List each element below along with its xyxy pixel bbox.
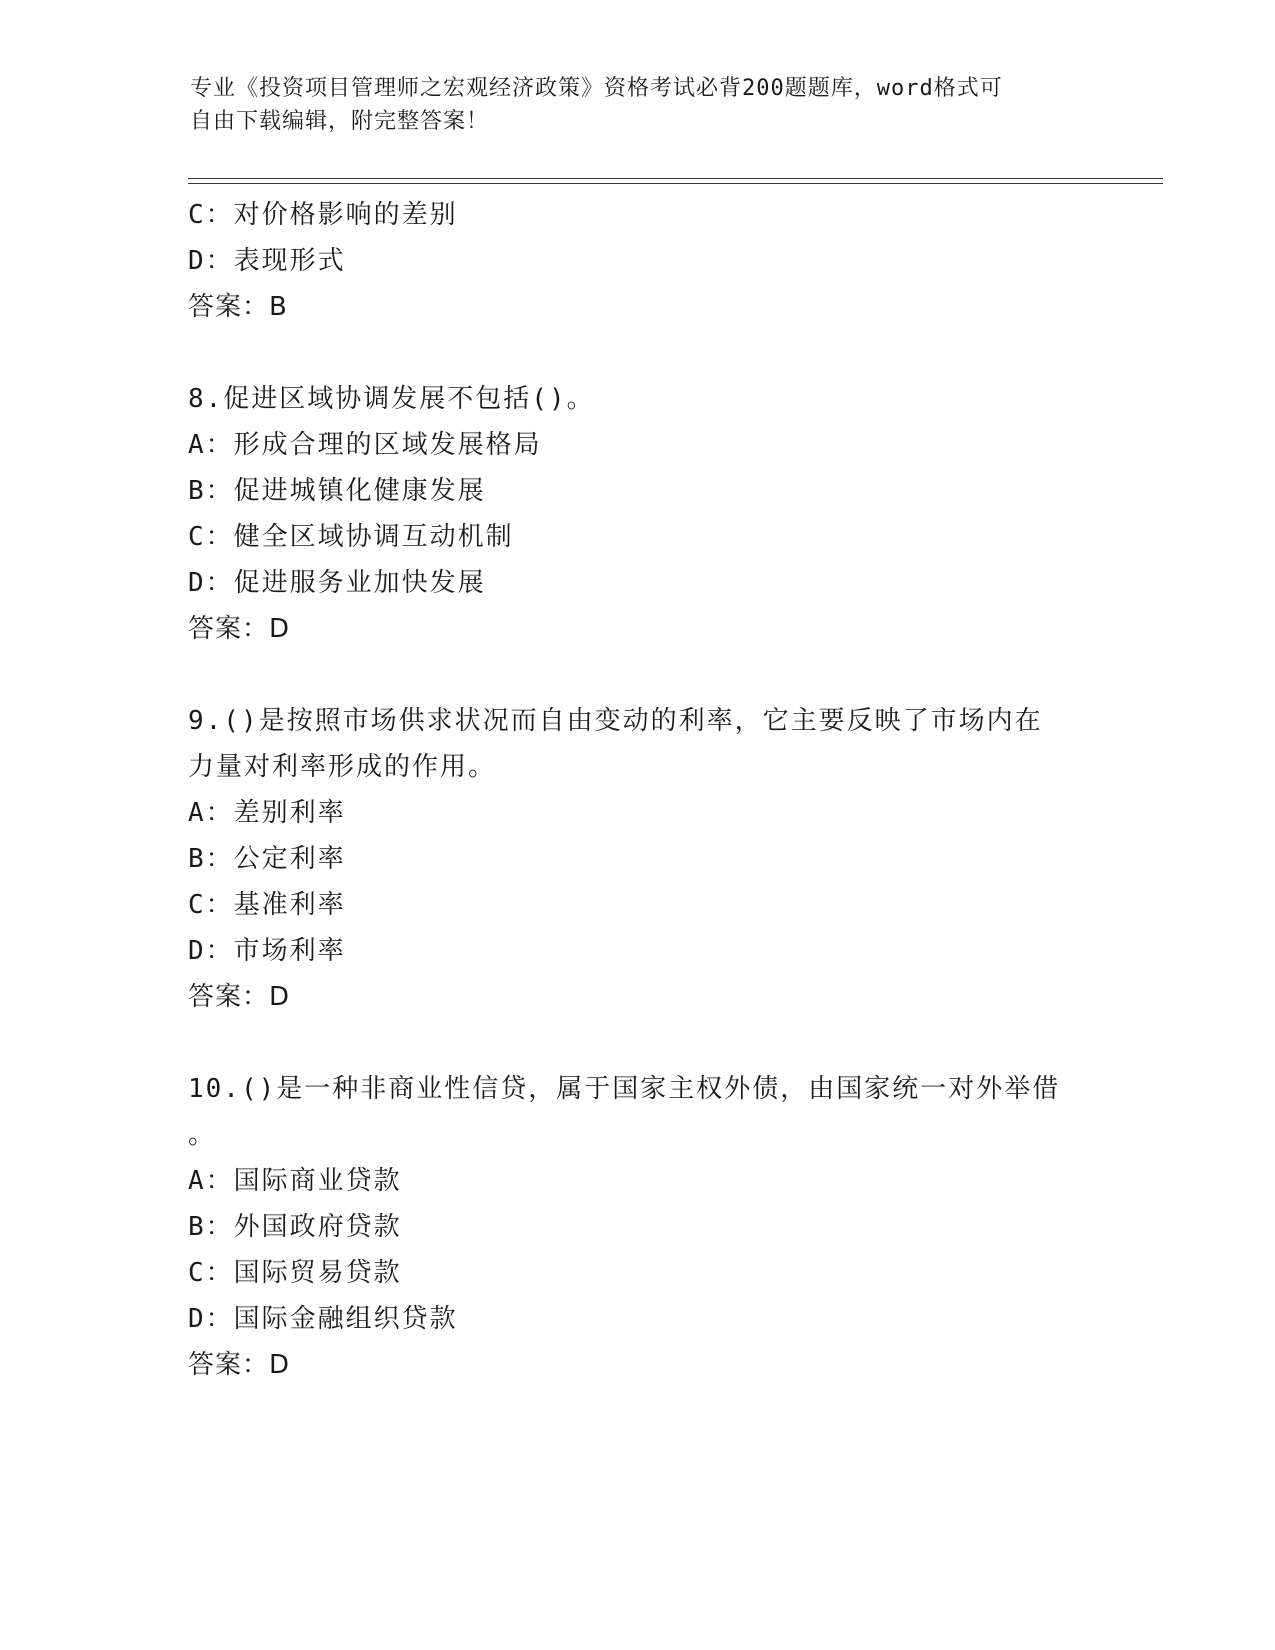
option-c: C：健全区域协调互动机制 — [188, 522, 514, 552]
question-text-line-1: 10.()是一种非商业性信贷，属于国家主权外债，由国家统一对外举借 — [188, 1074, 1061, 1104]
answer-line: 答案：D — [188, 614, 291, 644]
option-c: C：国际贸易贷款 — [188, 1258, 402, 1288]
spacer — [188, 652, 1088, 698]
answer-line: 答案：D — [188, 1350, 291, 1380]
answer-line: 答案：D — [188, 982, 291, 1012]
option-d: D：市场利率 — [188, 936, 346, 966]
previous-question-tail — [188, 192, 1088, 330]
question-list — [188, 192, 1088, 1388]
option-b: B：外国政府贷款 — [188, 1212, 402, 1242]
answer-line: 答案：B — [188, 292, 288, 322]
header-divider-bottom — [188, 183, 1163, 184]
option-d: D：促进服务业加快发展 — [188, 568, 486, 598]
option-c: C：对价格影响的差别 — [188, 200, 458, 230]
question-text-line-1: 9.()是按照市场供求状况而自由变动的利率，它主要反映了市场内在 — [188, 706, 1043, 736]
option-d: D：国际金融组织贷款 — [188, 1304, 458, 1334]
option-c: C：基准利率 — [188, 890, 346, 920]
question-9 — [188, 698, 1088, 1020]
document-header — [190, 72, 1090, 138]
option-d: D：表现形式 — [188, 246, 346, 276]
header-divider-top — [188, 178, 1163, 179]
header-line-2: 自由下载编辑，附完整答案！ — [190, 109, 490, 134]
spacer — [188, 330, 1088, 376]
question-10 — [188, 1066, 1088, 1388]
question-text-line-2: 。 — [188, 1120, 217, 1150]
question-text: 8.促进区域协调发展不包括()。 — [188, 384, 595, 414]
spacer — [188, 1020, 1088, 1066]
option-a: A：差别利率 — [188, 798, 346, 828]
question-8 — [188, 376, 1088, 652]
header-line-1: 专业《投资项目管理师之宏观经济政策》资格考试必背200题题库，word格式可 — [190, 76, 1003, 101]
option-b: B：促进城镇化健康发展 — [188, 476, 486, 506]
question-text-line-2: 力量对利率形成的作用。 — [188, 752, 497, 782]
option-b: B：公定利率 — [188, 844, 346, 874]
option-a: A：国际商业贷款 — [188, 1166, 402, 1196]
option-a: A：形成合理的区域发展格局 — [188, 430, 542, 460]
